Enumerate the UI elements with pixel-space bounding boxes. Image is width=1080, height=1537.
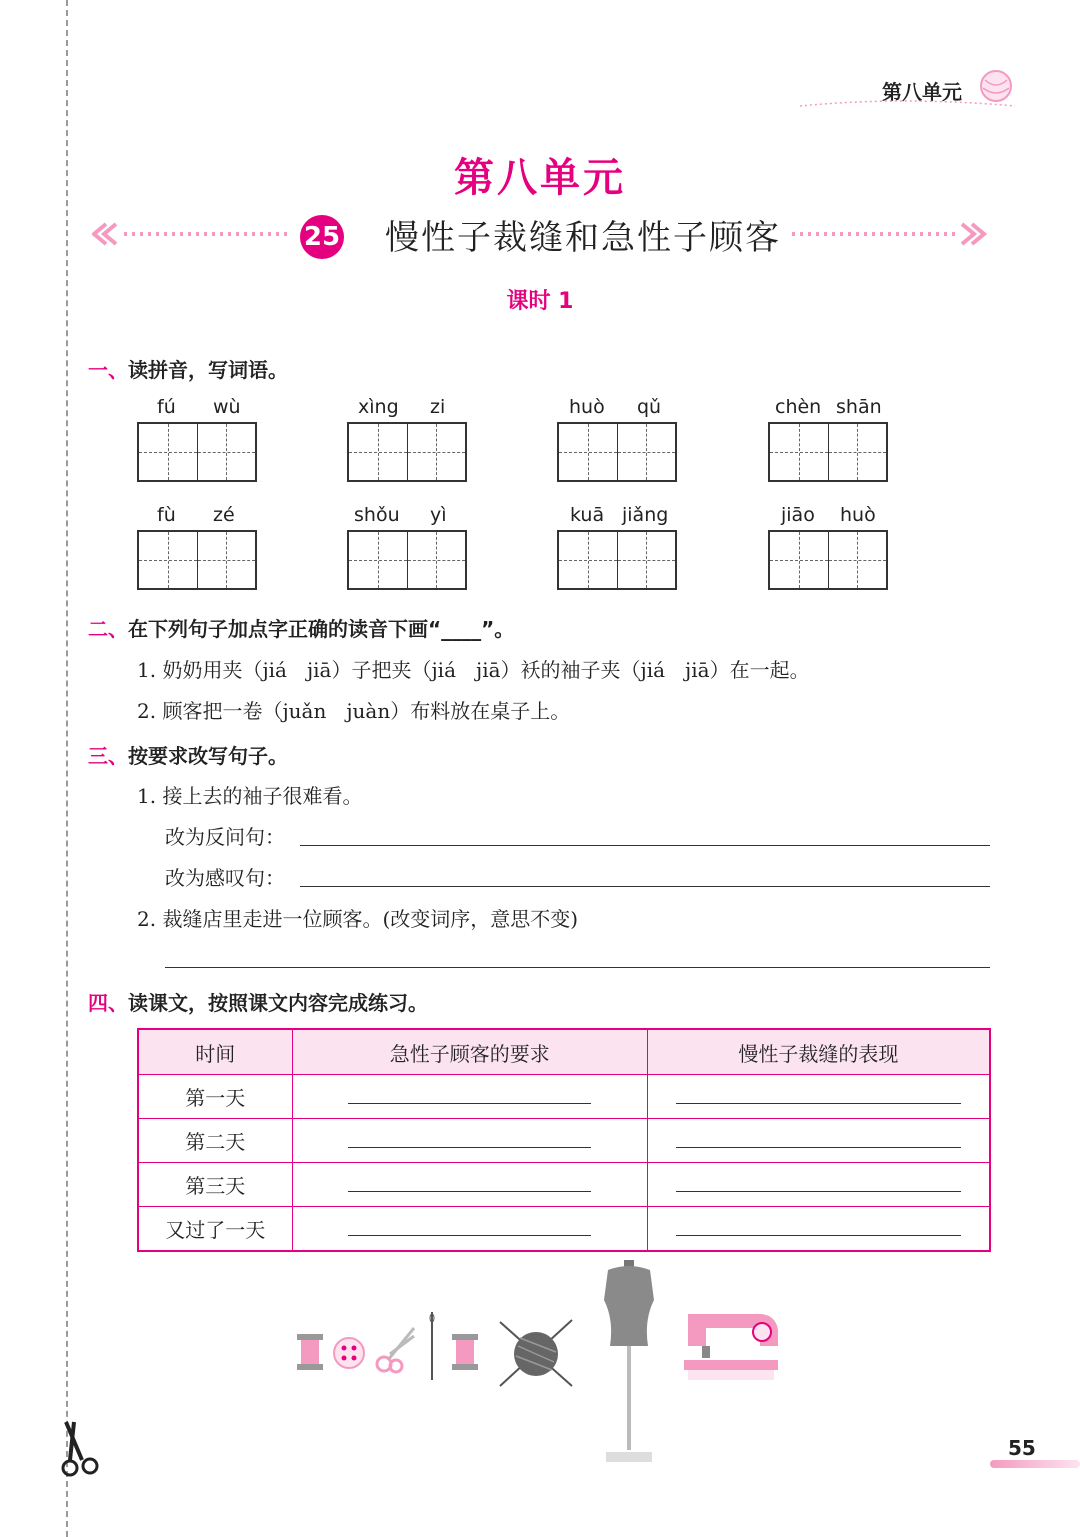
answer-cell[interactable]	[647, 1075, 990, 1119]
writing-box[interactable]	[768, 422, 888, 482]
answer-cell[interactable]	[292, 1207, 647, 1252]
header-unit-label: 第八单元	[882, 80, 962, 104]
page-number-bar	[990, 1460, 1080, 1468]
writing-box[interactable]	[557, 422, 677, 482]
period-label: 课时 1	[506, 289, 574, 314]
section2-question-1: 1. 奶奶用夹（jiá jiā）子把夹（jiá jiā）袄的袖子夹（jiá jiā）在一起。	[137, 658, 810, 682]
row-label: 第一天	[138, 1075, 292, 1119]
cut-line	[66, 0, 68, 1537]
section2-title	[88, 613, 514, 642]
pinyin: yì	[430, 504, 447, 526]
button-icon	[332, 1336, 366, 1370]
section4-title-text: 读课文，按照课文内容完成练习。	[128, 991, 428, 1015]
table-row	[138, 1163, 990, 1207]
row-label: 第三天	[138, 1163, 292, 1207]
thread-spool-icon	[295, 1330, 325, 1374]
pinyin: shān	[836, 396, 882, 418]
lesson-number-badge: 25	[300, 215, 344, 259]
section1-number: 一、	[88, 358, 128, 382]
section1-title	[88, 354, 288, 383]
table-header-customer: 急性子顾客的要求	[292, 1029, 647, 1075]
exercise-table	[137, 1028, 991, 1252]
pinyin: kuā	[570, 504, 605, 526]
answer-cell[interactable]	[647, 1163, 990, 1207]
section2-number: 二、	[88, 617, 128, 641]
section2-question-2: 2. 顾客把一卷（juǎn juàn）布料放在桌子上。	[137, 699, 571, 723]
answer-line-exclamation[interactable]	[300, 886, 990, 887]
section3-question-1: 1. 接上去的袖子很难看。	[137, 784, 363, 808]
section3-title-text: 按要求改写句子。	[128, 744, 288, 768]
pinyin: huò	[840, 504, 876, 526]
section3-question-2: 2. 裁缝店里走进一位顾客。(改变词序，意思不变)	[137, 907, 579, 931]
lesson-title: 慢性子裁缝和急性子顾客	[385, 218, 781, 258]
yarn-with-needles-icon	[496, 1316, 576, 1390]
pinyin: jiǎng	[622, 504, 669, 526]
header-decoration	[800, 96, 1020, 116]
row-label: 又过了一天	[138, 1207, 292, 1252]
thread-spool-icon-2	[450, 1330, 480, 1374]
table-row	[138, 1075, 990, 1119]
pinyin: qǔ	[637, 396, 662, 418]
unit-title: 第八单元	[454, 155, 626, 201]
section3-number: 三、	[88, 744, 128, 768]
answer-cell[interactable]	[647, 1119, 990, 1163]
pinyin: wù	[213, 396, 241, 418]
right-arrow-decoration	[790, 222, 990, 246]
pinyin: fú	[157, 396, 176, 418]
scissors-icon	[60, 1420, 104, 1480]
left-arrow-decoration	[92, 222, 292, 246]
pinyin: shǒu	[354, 504, 400, 526]
table-header-tailor: 慢性子裁缝的表现	[647, 1029, 990, 1075]
table-header-time: 时间	[138, 1029, 292, 1075]
pinyin: xìng	[358, 396, 399, 418]
answer-line-word-order[interactable]	[165, 967, 990, 968]
answer-cell[interactable]	[647, 1207, 990, 1252]
section3-title	[88, 740, 288, 769]
writing-box[interactable]	[557, 530, 677, 590]
writing-box[interactable]	[137, 422, 257, 482]
exclamation-label: 改为感叹句：	[165, 866, 285, 890]
pinyin: zi	[430, 396, 446, 418]
pinyin: fù	[157, 504, 176, 526]
section4-title	[88, 987, 428, 1016]
sewing-scissors-icon	[374, 1326, 418, 1374]
answer-line-rhetorical[interactable]	[300, 845, 990, 846]
section4-number: 四、	[88, 991, 128, 1015]
answer-cell[interactable]	[292, 1119, 647, 1163]
rhetorical-label: 改为反问句：	[165, 825, 285, 849]
section2-title-text: 在下列句子加点字正确的读音下画“____”。	[128, 617, 515, 641]
row-label: 第二天	[138, 1119, 292, 1163]
writing-box[interactable]	[137, 530, 257, 590]
dress-form-icon	[596, 1260, 662, 1472]
writing-box[interactable]	[768, 530, 888, 590]
table-header-row	[138, 1029, 990, 1075]
table-row	[138, 1207, 990, 1252]
pinyin: chèn	[775, 396, 822, 418]
answer-cell[interactable]	[292, 1075, 647, 1119]
answer-cell[interactable]	[292, 1163, 647, 1207]
writing-box[interactable]	[347, 422, 467, 482]
sewing-machine-icon	[680, 1306, 784, 1386]
pinyin: jiāo	[781, 504, 815, 526]
writing-box[interactable]	[347, 530, 467, 590]
pinyin: zé	[213, 504, 235, 526]
needle-icon	[426, 1310, 438, 1382]
table-row	[138, 1119, 990, 1163]
page-number: 55	[1008, 1436, 1036, 1460]
section1-title-text: 读拼音，写词语。	[128, 358, 288, 382]
pinyin: huò	[569, 396, 605, 418]
